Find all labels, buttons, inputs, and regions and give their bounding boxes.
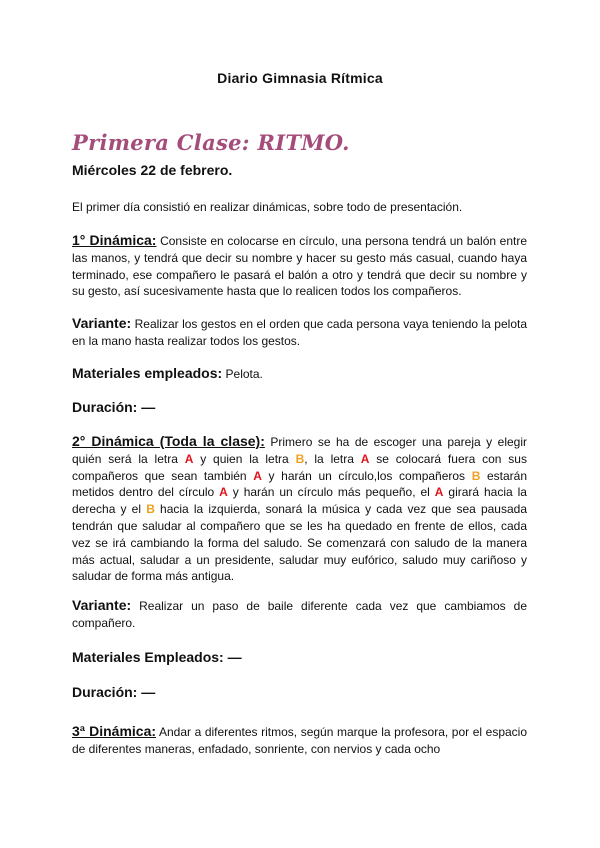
dinamica-3-paragraph (72, 723, 527, 758)
dinamica-1-label: 1° Dinámica: (72, 232, 157, 248)
dinamica-2-text-1: Primero se ha de escoger una pareja y elegir quién será la letra (72, 435, 527, 466)
materiales-1-paragraph (72, 365, 527, 383)
dinamica-3-label: 3ª Dinámica: (72, 723, 157, 739)
letter-b: B (471, 468, 481, 483)
section-title: Primera Clase: RITMO. (72, 130, 350, 155)
dinamica-1-paragraph (72, 232, 527, 300)
intro-paragraph: El primer día consistió en realizar dinámicas, sobre todo de presentación. (72, 200, 463, 214)
dinamica-2-text-2: y quien la letra (200, 451, 289, 466)
materiales-1-text: Pelota. (225, 367, 263, 381)
variante-1-label: Variante: (72, 315, 132, 331)
variante-2-paragraph (72, 597, 527, 632)
dinamica-2-text-6: estarán metidos dentro del círculo (72, 468, 528, 500)
variante-2-label: Variante: (72, 597, 132, 613)
letter-a: A (434, 485, 444, 500)
duracion-1: Duración: — (72, 399, 156, 415)
variante-1-text: Realizar los gestos en el orden que cada persona vaya teniendo la pelota en la mano hasta realizar todos los gestos. (72, 317, 527, 348)
letter-a: A (360, 451, 370, 466)
letter-a: A (219, 485, 228, 500)
materiales-1-label: Materiales empleados: (72, 365, 223, 381)
dinamica-2-text-5: y harán un círculo,los compañeros (268, 468, 466, 483)
class-date: Miércoles 22 de febrero. (72, 162, 233, 178)
letter-b: B (146, 502, 155, 517)
dinamica-3-text: Andar a diferentes ritmos, según marque la profesora, por el espacio de diferentes maneras, enfadado, sonriente, con nervios y cada ocho (72, 725, 528, 756)
dinamica-2-text-7: y harán un círculo más pequeño, el (232, 485, 430, 500)
dinamica-2-label: 2° Dinámica (Toda la clase): (72, 433, 265, 449)
dinamica-2-text-4: se colocará fuera con sus compañeros que sean también (72, 451, 527, 483)
dinamica-2-text-8: girará hacia la derecha y el (72, 485, 527, 517)
variante-1-paragraph (72, 315, 527, 350)
materiales-2: Materiales Empleados: — (72, 649, 242, 665)
letter-a: A (184, 451, 194, 466)
dinamica-2-text-9: hacia la izquierda, sonará la música y cada vez que sea pausada tendrán que saludar al compañero que se les ha quedado en frente de ellos, cada vez se irá cambiando la forma del saludo. Se comenzará con saludo de la manera más actual, saludar a un presidente, saludar muy eufórico, saludo muy cariñoso y saludar de forma más antigua. (72, 502, 528, 584)
dinamica-1-text: Consiste en colocarse en círculo, una persona tendrá un balón entre las manos, y tendrá que decir su nombre y hacer su gesto más casual, cuando haya terminado, ese compañero le pasará el balón a otro y tendrá que decir su nombre y su gesto, así sucesivamente hasta que lo realicen todos los compañeros. (72, 234, 528, 299)
dinamica-2-paragraph (72, 433, 527, 585)
letter-b: B (295, 451, 305, 466)
document-title: Diario Gimnasia Rítmica (217, 70, 383, 86)
duracion-2: Duración: — (72, 684, 156, 700)
letter-a: A (253, 468, 262, 483)
variante-2-text: Realizar un paso de baile diferente cada vez que cambiamos de compañero. (72, 599, 527, 630)
dinamica-2-text-3: , la letra (304, 451, 354, 466)
